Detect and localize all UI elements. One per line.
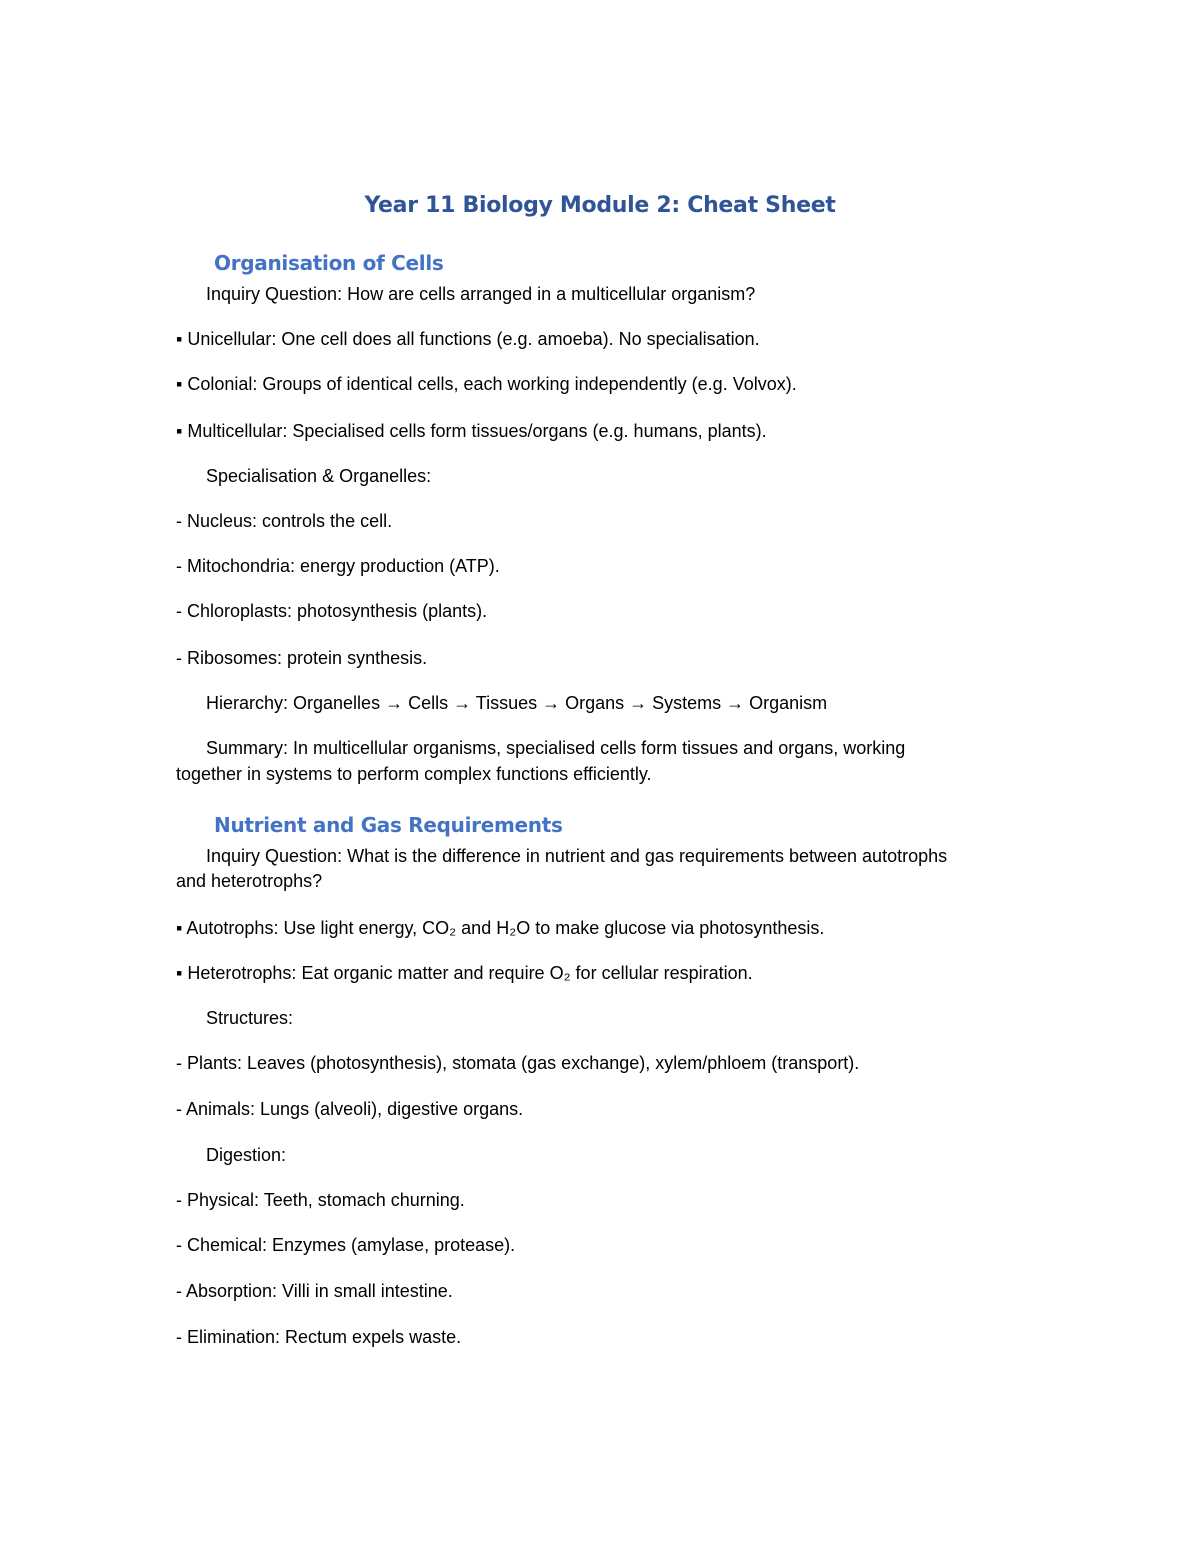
document-title: Year 11 Biology Module 2: Cheat Sheet (364, 193, 836, 218)
organelle-chloroplasts: - Chloroplasts: photosynthesis (plants). (176, 601, 488, 621)
structure-plants: - Plants: Leaves (photosynthesis), stomata (gas exchange), xylem/phloem (transport). (176, 1053, 860, 1073)
structure-animals: - Animals: Lungs (alveoli), digestive organs. (176, 1099, 524, 1119)
bullet-colonial: ▪ Colonial: Groups of identical cells, each working independently (e.g. Volvox). (176, 374, 797, 394)
digestion-absorption: - Absorption: Villi in small intestine. (176, 1281, 453, 1301)
summary-line-2: together in systems to perform complex functions efficiently. (176, 764, 652, 784)
digestion-elimination: - Elimination: Rectum expels waste. (176, 1327, 462, 1347)
organelles-label: Specialisation & Organelles: (206, 466, 432, 486)
digestion-chemical: - Chemical: Enzymes (amylase, protease). (176, 1235, 516, 1255)
organelle-nucleus: - Nucleus: controls the cell. (176, 511, 393, 531)
organelle-mitochondria: - Mitochondria: energy production (ATP). (176, 556, 500, 576)
bullet-autotrophs: ▪ Autotrophs: Use light energy, CO₂ and H₂O to make glucose via photosynthesis. (176, 918, 825, 938)
structures-label: Structures: (206, 1008, 294, 1028)
inquiry-question-line-1: Inquiry Question: What is the difference in nutrient and gas requirements between autotrophs (206, 846, 948, 866)
bullet-unicellular: ▪ Unicellular: One cell does all functions (e.g. amoeba). No specialisation. (176, 329, 760, 349)
inquiry-question: Inquiry Question: How are cells arranged in a multicellular organism? (206, 284, 756, 304)
inquiry-question-line-2: and heterotrophs? (176, 871, 323, 891)
bullet-heterotrophs: ▪ Heterotrophs: Eat organic matter and require O₂ for cellular respiration. (176, 963, 753, 983)
hierarchy-line: Hierarchy: Organelles → Cells → Tissues → Organs → Systems → Organism (206, 693, 828, 713)
section-heading-nutrient-and-gas: Nutrient and Gas Requirements (214, 813, 563, 837)
section-heading-organisation-of-cells: Organisation of Cells (214, 251, 444, 275)
bullet-multicellular: ▪ Multicellular: Specialised cells form tissues/organs (e.g. humans, plants). (176, 421, 767, 441)
organelle-ribosomes: - Ribosomes: protein synthesis. (176, 648, 428, 668)
digestion-label: Digestion: (206, 1145, 287, 1165)
summary-line-1: Summary: In multicellular organisms, specialised cells form tissues and organs, working (206, 738, 906, 758)
digestion-physical: - Physical: Teeth, stomach churning. (176, 1190, 465, 1210)
